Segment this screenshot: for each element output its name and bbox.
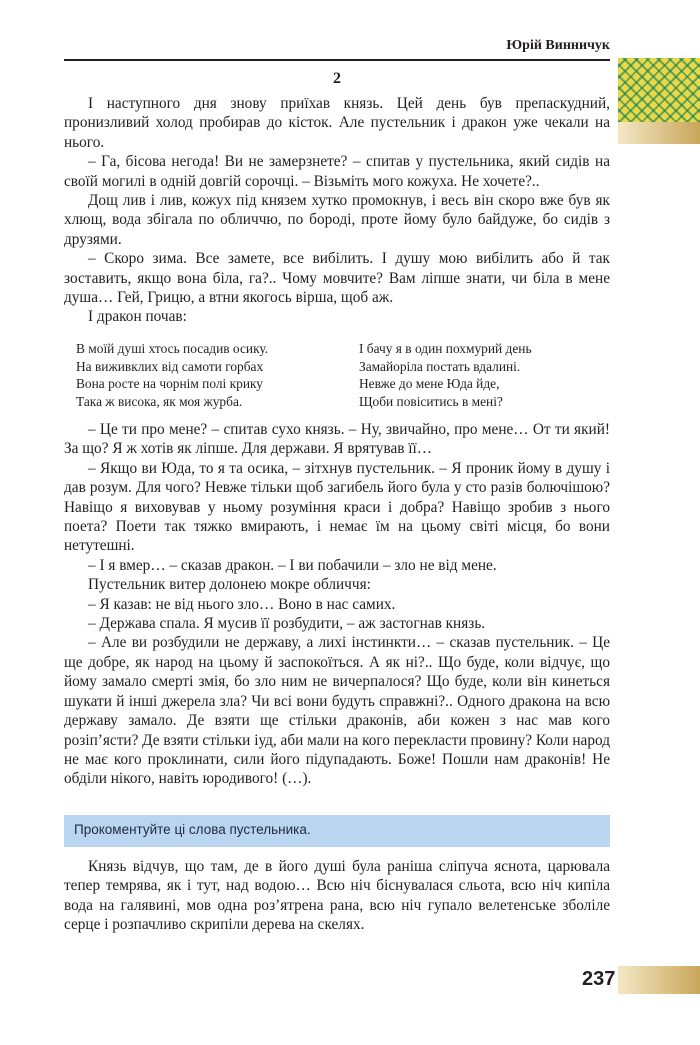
paragraph: – Га, бісова негода! Ви не замерзнете? – спитав у пустельника, який сидів на своїй могилі в одній довгій сорочці. – Візьміть мого кожуха. Не хочете?..: [64, 153, 610, 190]
paragraph: – Держава спала. Я мусив її розбудити, – аж застогнав князь.: [88, 615, 486, 633]
task-box: [64, 815, 610, 847]
ornament-pattern: [618, 58, 700, 122]
paragraph: – Це ти про мене? – спитав сухо князь. – Ну, звичайно, про мене… От ти який! За що? Я ж хотів як ліпше. Для держави. Я врятував її…: [64, 421, 610, 458]
poem-line: Вона росте на чорнім полі крику: [76, 376, 263, 391]
poem-line: І бачу я в один похмурий день: [359, 341, 532, 356]
text-block-1: [64, 94, 610, 327]
page-number: 237: [582, 968, 616, 990]
poem-line: Така ж висока, як моя журба.: [76, 393, 243, 409]
poem-line: В моїй душі хтось посадив осику.: [76, 341, 269, 356]
poem-line: На виживклих від самоти горбах: [76, 358, 264, 374]
header-author: Юрій Винничук: [506, 38, 610, 53]
ornament-stripe: [618, 122, 700, 144]
chapter-number: 2: [333, 70, 341, 87]
poem-line: Щоби повіситись в мені?: [359, 393, 503, 409]
paragraph: – Але ви розбудили не державу, а лихі інстинкти… – сказав пустельник. – Це ще добре, як народ на цьому й заспокоїться. А як ні?.. Що буде, коли відчує, що йому замало смерті змія, бо зло ним не вичерпалося? Що буде, коли він кинеться шукати й інші джерела зла? Чи всі вони будуть справжні?.. Одного дракона на всю державу замало. Де взяти ще стільки драконів, аби кожен з нас мав кого розіп’ясти? Де взяти стільки іуд, аби мали на кого перекласти провину? Коли народ не має кого проклинати, сили його підупадають. Боже! Пошли нам драконів! Не обділи нікого, навіть юродивого! (…).: [64, 634, 610, 788]
paragraph: І дракон почав:: [88, 308, 187, 326]
page-tab: [618, 966, 700, 994]
text-block-3: [64, 857, 610, 935]
poem-stanza-left: [76, 340, 268, 410]
paragraph: І наступного дня знову приїхав князь. Цей день був препаскудний, пронизливий холод пробирав до кісток. Але пустельник і дракон уже чекали на нього.: [64, 95, 610, 151]
text-block-2: [64, 420, 610, 789]
poem-line: Замайоріла постать вдалині.: [359, 358, 521, 374]
poem-line: Невже до мене Юда йде,: [359, 376, 500, 391]
task-text: Прокоментуйте ці слова пустельника.: [74, 822, 311, 837]
paragraph: – І я вмер… – сказав дракон. – І ви побачили – зло не від мене.: [88, 556, 497, 574]
paragraph: Князь відчув, що там, де в його душі була раніша сліпуча яснота, царювала тепер темрява, як і тут, над водою… Всю ніч біснувалася сльота, всю ніч кипіла вода на галявині, мов одна роз’ятрена рана, всю ніч гупало велетенське зболіле серце і розпачливо скрипіли дерева на скелях.: [64, 858, 610, 934]
poem-stanza-right: [359, 340, 532, 410]
header-rule: [64, 59, 610, 61]
paragraph: – Я казав: не від нього зло… Воно в нас самих.: [88, 595, 396, 613]
paragraph: Пустельник витер долонею мокре обличчя:: [88, 576, 371, 594]
paragraph: – Скоро зима. Все замете, все вибілить. І душу мою вибілить або й так зоставить, якщо вона біла, га?.. Чому мовчите? Вам ліпше знати, чи біла в мене душа… Гей, Грицю, а втни якогось вірша, щоб аж.: [64, 250, 610, 307]
paragraph: – Якщо ви Юда, то я та осика, – зітхнув пустельник. – Я проник йому в душу і дав розум. Для чого? Невже тільки щоб загибель його була у сто разів болючішою? Навіщо я виховував у ньому розуміння краси і добра? Навіщо зробив з нього поета? Поети так тяжко вмирають, і немає їм на цьому світі місця, бо вони нетутешні.: [64, 459, 610, 555]
paragraph: Дощ лив і лив, кожух під князем хутко промокнув, і весь він скоро вже був як хлющ, вода збігала по обличчю, по бороді, проте йому було байдуже, бо сидів з друзями.: [64, 192, 610, 248]
